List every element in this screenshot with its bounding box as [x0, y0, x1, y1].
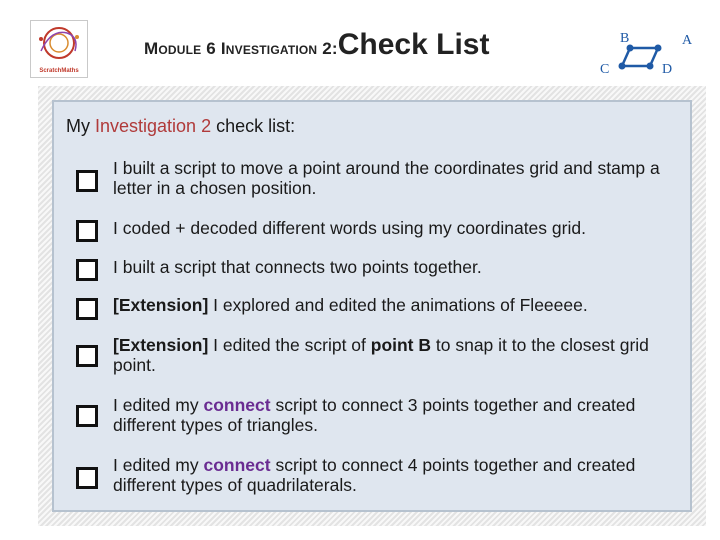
item-text: [113, 335, 688, 375]
item-text-part: I explored and edited the animations of Fleeeee.: [208, 295, 588, 315]
item-text-part: script to connect 3 points together and created different types of triangles.: [113, 395, 636, 435]
checkbox[interactable]: [76, 220, 98, 242]
item-text: [113, 455, 688, 495]
checkbox[interactable]: [76, 345, 98, 367]
checkbox[interactable]: [76, 467, 98, 489]
heading-suffix: check list:: [211, 116, 296, 136]
item-text: [113, 158, 688, 198]
title-main: Check List: [337, 28, 490, 61]
parallelogram-diagram: [598, 26, 698, 78]
point-c: [619, 63, 626, 70]
item-text-part: I built a script that connects two points together.: [113, 257, 482, 277]
label-a: A: [682, 33, 693, 48]
page-title: [144, 28, 489, 62]
item-text-part: I edited the script of: [208, 335, 371, 355]
logo-text: ScratchMaths: [39, 68, 79, 74]
item-text: [113, 218, 688, 238]
point-d: [647, 63, 654, 70]
item-text-part: I edited my: [113, 455, 204, 475]
item-text-part: I built a script to move a point around the coordinates grid and stamp a letter in a chosen position.: [113, 158, 660, 198]
point-b-text: point B: [370, 335, 432, 355]
title-prefix: Module 6 Investigation 2:: [144, 39, 338, 58]
extension-tag: [Extension]: [113, 335, 209, 355]
scratchmaths-logo: [30, 20, 88, 78]
heading-prefix: My: [66, 116, 95, 136]
checkbox[interactable]: [76, 259, 98, 281]
checkbox[interactable]: [76, 298, 98, 320]
point-a: [655, 45, 662, 52]
heading-accent: Investigation 2: [95, 116, 212, 136]
item-text-part: I coded + decoded different words using my coordinates grid.: [113, 218, 586, 238]
connect-keyword: connect: [203, 395, 271, 415]
connect-keyword: connect: [203, 455, 271, 475]
label-b: B: [620, 31, 630, 46]
item-text: [113, 395, 688, 435]
item-text: [113, 257, 688, 277]
checkbox[interactable]: [76, 405, 98, 427]
label-d: D: [662, 62, 673, 77]
extension-tag: [Extension]: [113, 295, 209, 315]
item-text: [113, 295, 688, 315]
item-text-part: script to connect 4 points together and created different types of quadrilaterals.: [113, 455, 636, 495]
item-text-part: I edited my: [113, 395, 204, 415]
checkbox[interactable]: [76, 170, 98, 192]
item-text-part: to snap it to the closest grid point.: [113, 335, 649, 375]
label-c: C: [600, 62, 610, 77]
checklist-heading: [66, 116, 295, 137]
